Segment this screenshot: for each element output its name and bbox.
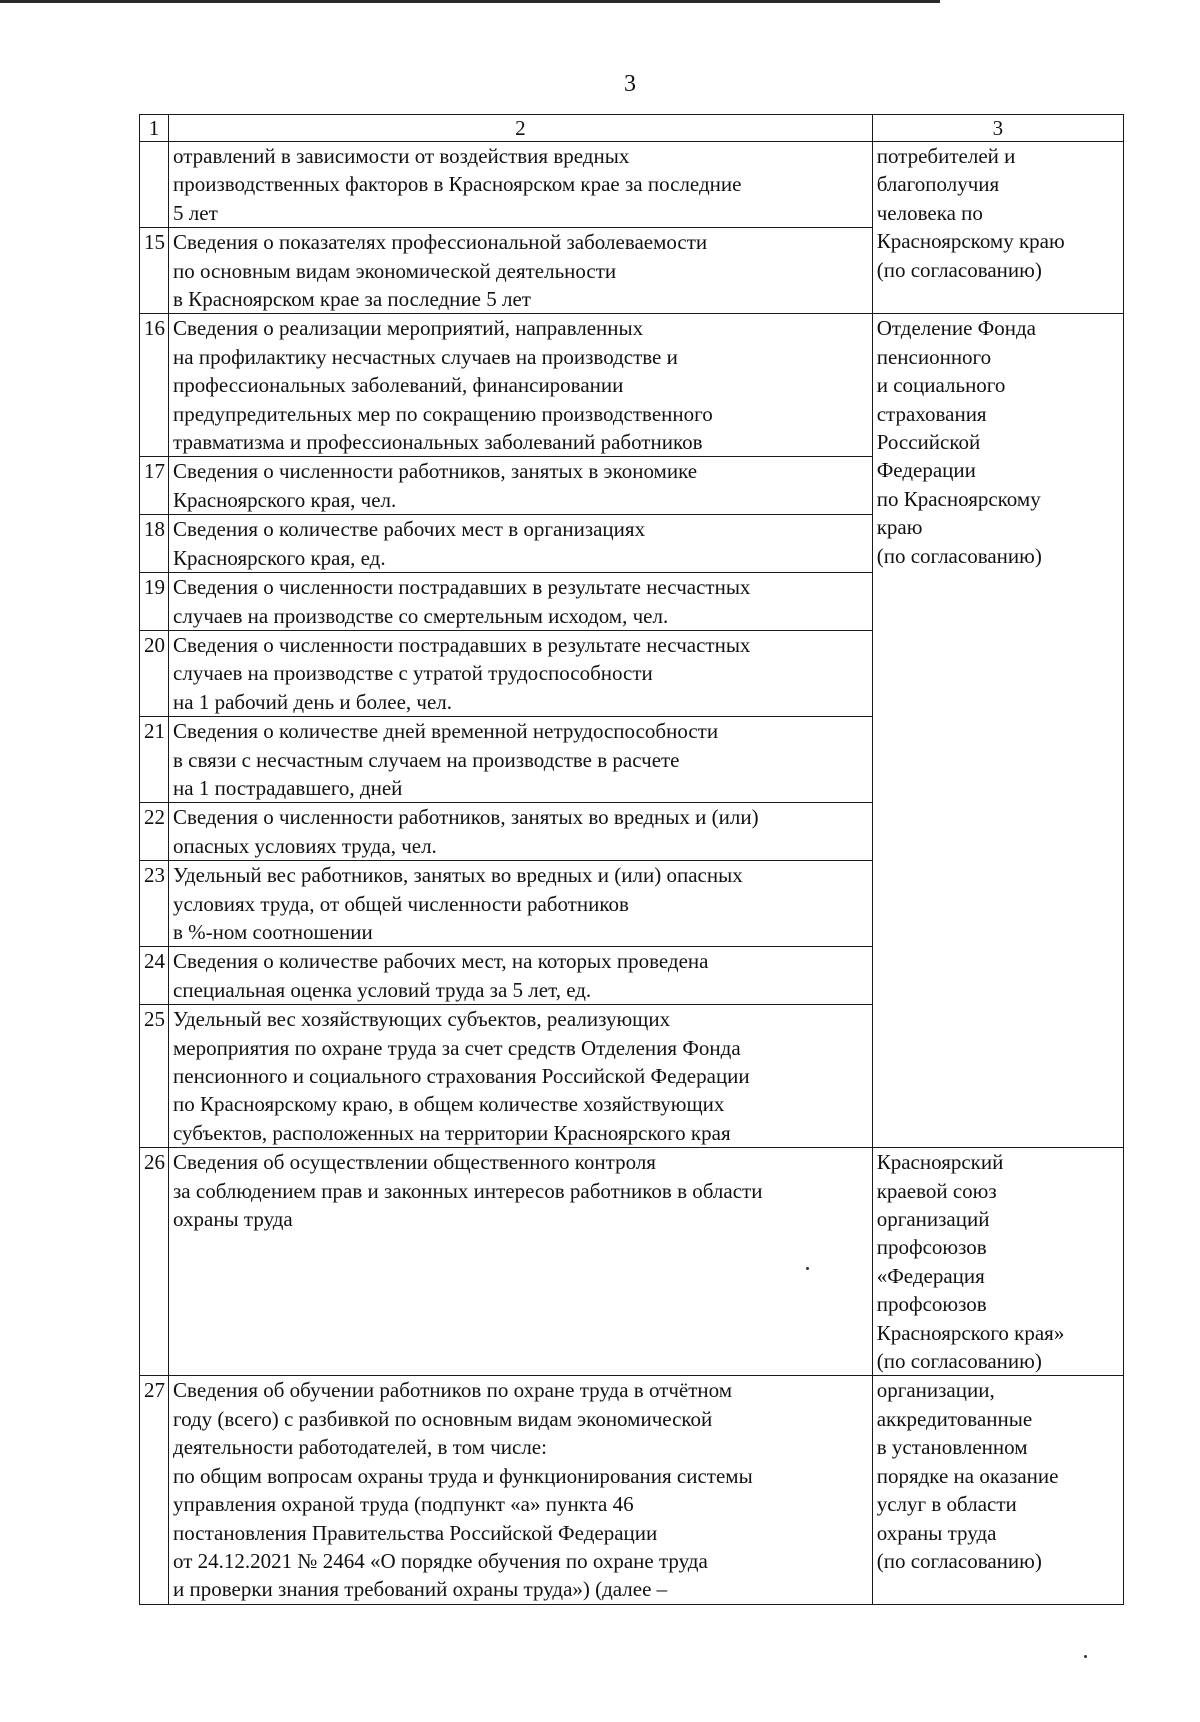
row-text: Сведения о численности работников, занятых в экономике Красноярского края, чел. xyxy=(169,457,873,515)
row-text: Удельный вес хозяйствующих субъектов, реализующих мероприятия по охране труда за счет средств Отделения Фонда пенсионного и социального страхования Российской Федерации по Красноярскому краю, в общем количестве хозяйствующих субъектов, расположенных на территории Красноярского края xyxy=(169,1005,873,1148)
row-text: Сведения о численности пострадавших в результате несчастных случаев на производстве со смертельным исходом, чел. xyxy=(169,573,873,631)
row-text: Сведения о количестве дней временной нетрудоспособности в связи с несчастным случаем на производстве в расчете на 1 пострадавшего, дней xyxy=(169,717,873,803)
row-number: 25 xyxy=(140,1005,169,1148)
row-text: Сведения о показателях профессиональной заболеваемости по основным видам экономической деятельности в Красноярском крае за последние 5 лет xyxy=(169,228,873,314)
responsible-accredited-organizations: организации, аккредитованные в установленном порядке на оказание услуг в области охраны труда (по согласованию) xyxy=(872,1376,1123,1604)
row-number: 20 xyxy=(140,630,169,716)
row-text: Сведения о количестве рабочих мест, на которых проведена специальная оценка условий труда за 5 лет, ед. xyxy=(169,947,873,1005)
header-col-1: 1 xyxy=(140,115,169,142)
table-row-27 xyxy=(140,1376,1124,1604)
document-table xyxy=(139,114,1124,1605)
row-number: 15 xyxy=(140,228,169,314)
row-number: 24 xyxy=(140,947,169,1005)
table-row-16 xyxy=(140,314,1124,457)
row-number: 18 xyxy=(140,515,169,573)
table-row-26 xyxy=(140,1148,1124,1376)
row-number: 26 xyxy=(140,1148,169,1376)
responsible-rospotrebnadzor: потребителей и благополучия человека по Красноярскому краю (по согласованию) xyxy=(872,142,1123,314)
row-number: 22 xyxy=(140,803,169,861)
header-col-2: 2 xyxy=(169,115,873,142)
row-text: Сведения о численности работников, занятых во вредных и (или) опасных условиях труда, чел. xyxy=(169,803,873,861)
row-number: 16 xyxy=(140,314,169,457)
row-number: 19 xyxy=(140,573,169,631)
page-number: 3 xyxy=(624,71,636,97)
row-number: 17 xyxy=(140,457,169,515)
scan-edge-line xyxy=(0,0,940,3)
row-text: отравлений в зависимости от воздействия вредных производственных факторов в Красноярском крае за последние 5 лет xyxy=(169,142,873,228)
table-row-continuation xyxy=(140,142,1124,228)
scan-speck xyxy=(806,1267,809,1270)
row-text: Сведения о реализации мероприятий, направленных на профилактику несчастных случаев на производстве и профессиональных заболеваний, финансировании предупредительных мер по сокращению производственного травматизма и профессиональных заболеваний работников xyxy=(169,314,873,457)
header-col-3: 3 xyxy=(872,115,1123,142)
responsible-trade-union-federation: Красноярский краевой союз организаций профсоюзов «Федерация профсоюзов Красноярского края» (по согласованию) xyxy=(872,1148,1123,1376)
row-number: 21 xyxy=(140,717,169,803)
row-text: Сведения об обучении работников по охране труда в отчётном году (всего) с разбивкой по основным видам экономической деятельности работодателей, в том числе: по общим вопросам охраны труда и функционирования системы управления охраной труда (подпункт «а» пункта 46 постановления Правительства Российской Федерации от 24.12.2021 № 2464 «О порядке обучения по охране труда и проверки знания требований охраны труда») (далее – xyxy=(169,1376,873,1604)
row-number: 23 xyxy=(140,861,169,947)
responsible-social-fund: Отделение Фонда пенсионного и социального страхования Российской Федерации по Красноярскому краю (по согласованию) xyxy=(872,314,1123,1148)
row-text: Удельный вес работников, занятых во вредных и (или) опасных условиях труда, от общей численности работников в %-ном соотношении xyxy=(169,861,873,947)
row-number xyxy=(140,142,169,228)
row-text: Сведения о численности пострадавших в результате несчастных случаев на производстве с утратой трудоспособности на 1 рабочий день и более, чел. xyxy=(169,630,873,716)
scan-speck xyxy=(1084,1655,1087,1658)
row-text: Сведения об осуществлении общественного контроля за соблюдением прав и законных интересов работников в области охраны труда xyxy=(169,1148,873,1376)
row-number: 27 xyxy=(140,1376,169,1604)
table-header-row xyxy=(140,115,1124,142)
row-text: Сведения о количестве рабочих мест в организациях Красноярского края, ед. xyxy=(169,515,873,573)
